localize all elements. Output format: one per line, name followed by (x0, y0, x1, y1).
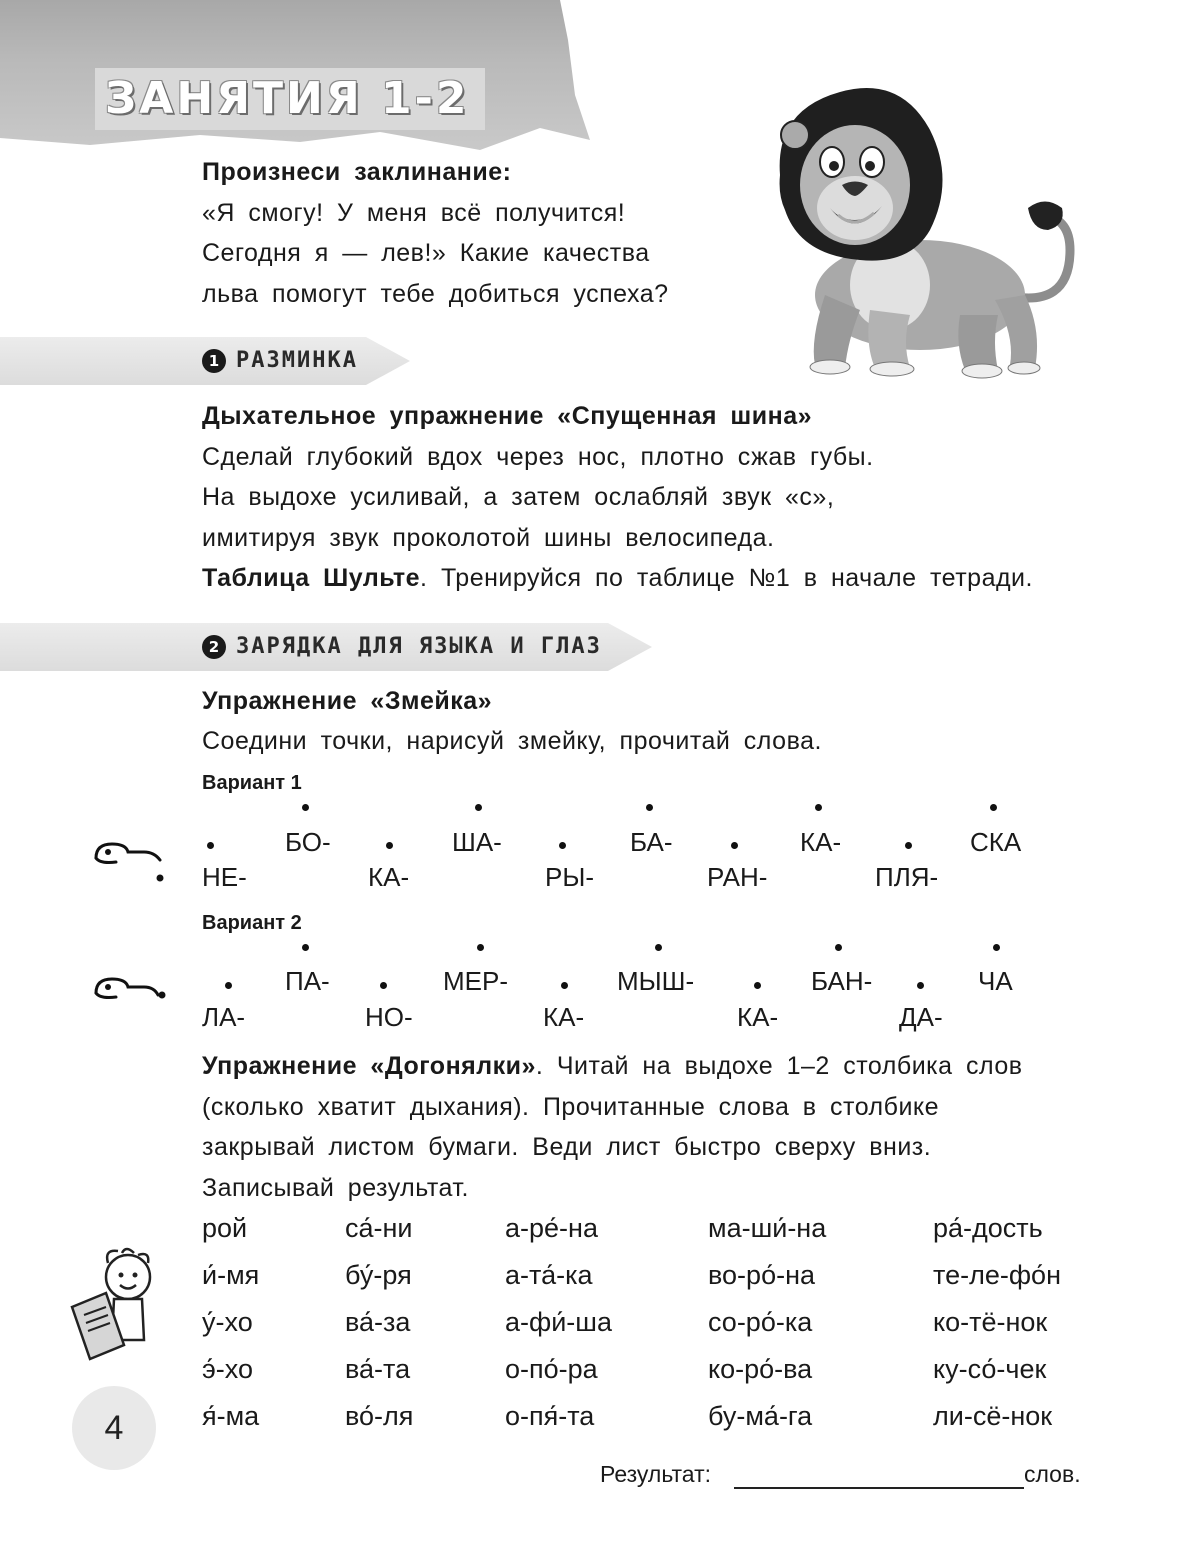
word-col2: са́-ни (345, 1213, 413, 1243)
syllable-top: ПА- (285, 966, 330, 996)
intro-line-1: «Я смогу! У меня всё получится! (202, 199, 626, 227)
intro-line-3: льва помогут тебе добиться успеха? (202, 280, 669, 308)
snake-head-icon (92, 838, 172, 884)
word-col5: те-ле-фо́н (933, 1260, 1061, 1290)
schulte-table-label: Таблица Шульте (202, 564, 421, 592)
section-number-1: 1 (202, 349, 226, 373)
snake-dot[interactable] (835, 944, 842, 951)
result-suffix: слов. (1024, 1461, 1081, 1487)
word-col3: о-по́-ра (505, 1354, 598, 1384)
snake-dot[interactable] (655, 944, 662, 951)
syllable-bottom: ДА- (899, 1002, 943, 1032)
section-title-tongue-eyes (202, 623, 602, 671)
syllable-top: БАН- (811, 966, 873, 996)
breathing-line-2: На выдохе усиливай, а затем ослабляй звук «с», (202, 483, 835, 511)
child-reading-illustration (66, 1245, 166, 1365)
word-col2: бу́-ря (345, 1260, 412, 1290)
word-col2: во́-ля (345, 1401, 414, 1431)
snake-dot[interactable] (561, 982, 568, 989)
catchup-exercise-title: Упражнение «Догонялки» (202, 1052, 536, 1080)
word-col1: рой (202, 1213, 248, 1243)
intro-heading: Произнеси заклинание: (202, 158, 512, 186)
section-1-label: РАЗМИНКА (236, 348, 358, 373)
snake-instruction: Соедини точки, нарисуй змейку, прочитай слова. (202, 727, 822, 755)
section-number-2: 2 (202, 635, 226, 659)
syllable-bottom: ПЛЯ- (875, 862, 939, 892)
syllable-top: ЧА (978, 966, 1013, 996)
breathing-exercise-title: Дыхательное упражнение «Спущенная шина» (202, 402, 813, 430)
word-col3: а-фи́-ша (505, 1307, 612, 1337)
syllable-bottom: КА- (368, 862, 410, 892)
catchup-line-1 (202, 1046, 1023, 1087)
word-col4: ко-ро́-ва (708, 1354, 813, 1384)
breathing-line-3: имитируя звук проколотой шины велосипеда. (202, 524, 775, 552)
word-col4: бу-ма́-га (708, 1401, 813, 1431)
snake-dot[interactable] (646, 804, 653, 811)
schulte-table-line (202, 558, 1033, 599)
snake-dot[interactable] (815, 804, 822, 811)
snake-head-icon (92, 975, 172, 1015)
result-label: Результат: (600, 1461, 711, 1487)
syllable-bottom: НО- (365, 1002, 413, 1032)
syllable-top: СКА (970, 827, 1022, 857)
word-col2: ва́-за (345, 1307, 411, 1337)
word-col5: ра́-дость (933, 1213, 1043, 1243)
word-col3: а-ре́-на (505, 1213, 598, 1243)
intro-line-2: Сегодня я — лев!» Какие качества (202, 239, 650, 267)
syllable-bottom: КА- (737, 1002, 779, 1032)
word-col5: ко-тё-нок (933, 1307, 1048, 1337)
catchup-line-2: (сколько хватит дыхания). Прочитанные слова в столбике (202, 1093, 940, 1121)
syllable-top: МЕР- (443, 966, 508, 996)
result-input-line[interactable] (734, 1487, 1024, 1489)
word-col1: и́-мя (202, 1260, 260, 1290)
syllable-top: ША- (452, 827, 502, 857)
word-col3: а-та́-ка (505, 1260, 593, 1290)
syllable-bottom: РАН- (707, 862, 768, 892)
section-2-label: ЗАРЯДКА ДЛЯ ЯЗЫКА И ГЛАЗ (236, 634, 602, 659)
word-col4: во-ро́-на (708, 1260, 815, 1290)
catchup-line-3: закрывай листом бумаги. Веди лист быстро сверху вниз. (202, 1133, 932, 1161)
snake-dot[interactable] (475, 804, 482, 811)
snake-dot[interactable] (302, 804, 309, 811)
snake-exercise-title: Упражнение «Змейка» (202, 687, 493, 715)
syllable-top: МЫШ- (617, 966, 695, 996)
variant-1-label: Вариант 1 (202, 772, 302, 794)
snake-dot[interactable] (731, 842, 738, 849)
snake-dot[interactable] (302, 944, 309, 951)
schulte-table-instruction: . Тренируйся по таблице №1 в начале тетради. (420, 564, 1033, 592)
variant-2-label: Вариант 2 (202, 912, 302, 934)
snake-dot[interactable] (225, 982, 232, 989)
lesson-title: ЗАНЯТИЯ 1-2 (95, 68, 485, 130)
word-col1: э́-хо (202, 1354, 253, 1384)
syllable-top: БА- (630, 827, 673, 857)
syllable-top: КА- (800, 827, 842, 857)
syllable-bottom: КА- (543, 1002, 585, 1032)
lion-illustration (770, 80, 1090, 380)
section-title-warmup (202, 337, 358, 385)
word-col1: у́-хо (202, 1307, 253, 1337)
snake-dot[interactable] (993, 944, 1000, 951)
syllable-bottom: ЛА- (202, 1002, 246, 1032)
word-col4: ма-ши́-на (708, 1213, 827, 1243)
snake-dot[interactable] (477, 944, 484, 951)
snake-dot[interactable] (990, 804, 997, 811)
snake-dot[interactable] (905, 842, 912, 849)
word-col5: ку-со́-чек (933, 1354, 1047, 1384)
word-col3: о-пя́-та (505, 1401, 595, 1431)
snake-dot[interactable] (754, 982, 761, 989)
word-col5: ли-сё-нок (933, 1401, 1053, 1431)
syllable-bottom: РЫ- (545, 862, 595, 892)
snake-dot[interactable] (917, 982, 924, 989)
result-row (600, 1458, 711, 1490)
snake-dot[interactable] (386, 842, 393, 849)
snake-dot[interactable] (380, 982, 387, 989)
snake-dot[interactable] (207, 842, 214, 849)
snake-dot[interactable] (559, 842, 566, 849)
breathing-line-1: Сделай глубокий вдох через нос, плотно сжав губы. (202, 443, 874, 471)
page-number: 4 (72, 1386, 156, 1470)
catchup-line-4: Записывай результат. (202, 1174, 469, 1202)
word-col2: ва́-та (345, 1354, 411, 1384)
syllable-bottom: НЕ- (202, 862, 247, 892)
syllable-top: БО- (285, 827, 331, 857)
word-col1: я́-ма (202, 1401, 260, 1431)
catchup-instruction-1: . Читай на выдохе 1–2 столбика слов (535, 1052, 1023, 1080)
word-col4: со-ро́-ка (708, 1307, 813, 1337)
